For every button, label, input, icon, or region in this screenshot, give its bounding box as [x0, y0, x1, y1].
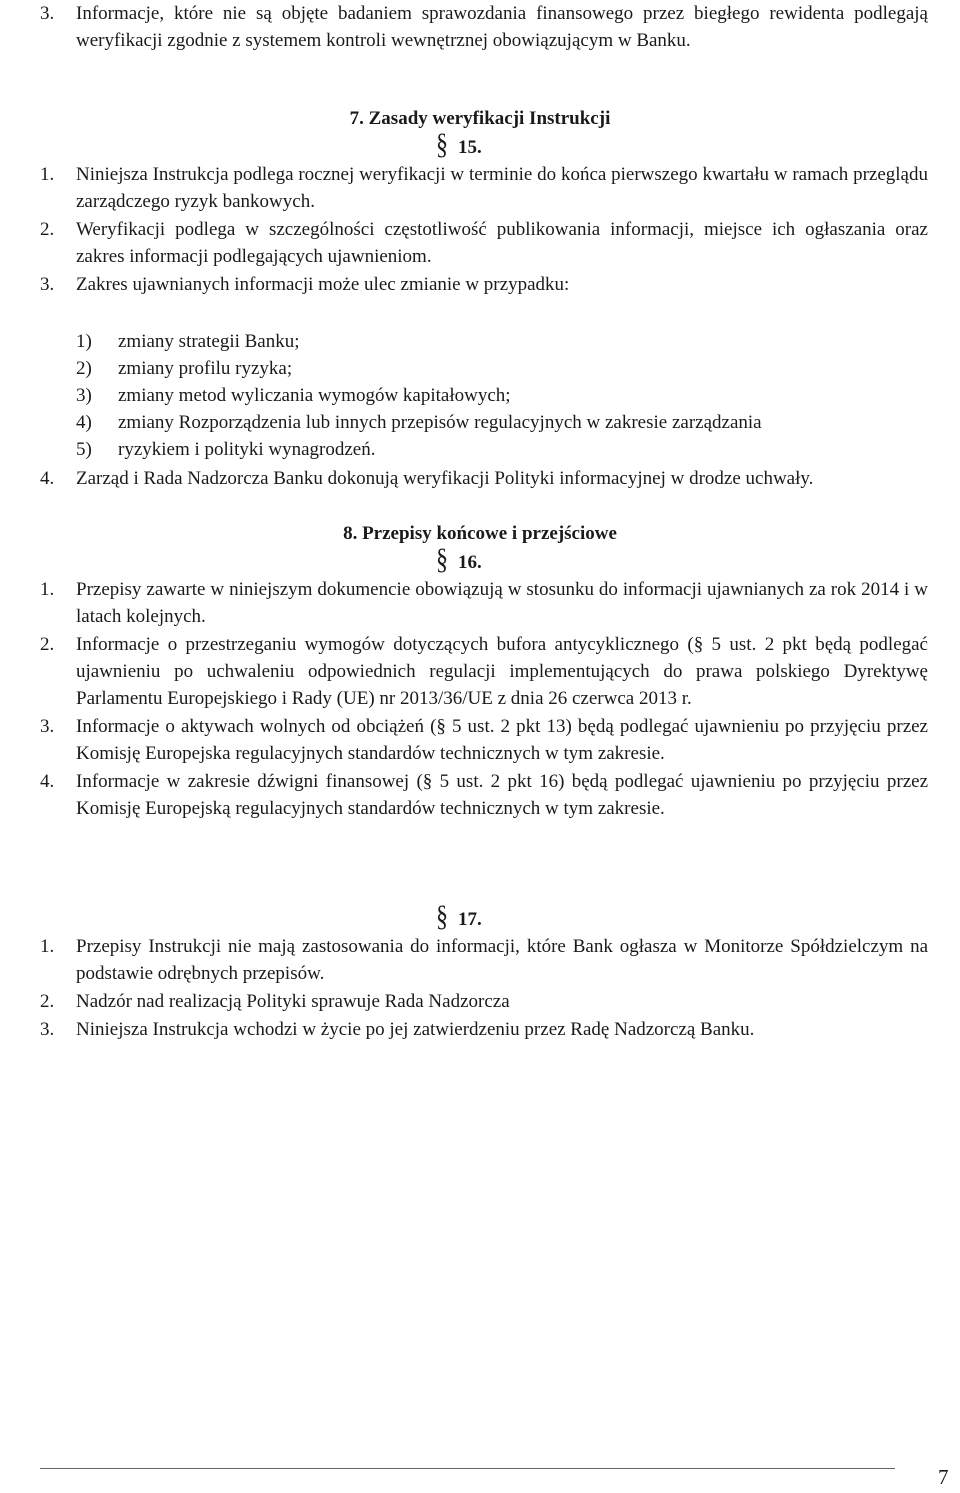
- sub-list-item: [0, 382, 928, 409]
- item-text: Informacje o przestrzeganiu wymogów dotyczących bufora antycyklicznego (§ 5 ust. 2 pkt będą podlegać ujawnieniu po uchwaleniu odpowiednich regulacji implementujących do prawa polskiego Dyrektywę Parlamentu Europejskiego i Rady (UE) nr 2013/36/UE z dnia 26 czerwca 2013 r.: [76, 634, 928, 709]
- paragraph-number-16: § 16.: [436, 543, 482, 577]
- paragraph-16-list: [0, 576, 928, 822]
- page-number: 7: [938, 1465, 949, 1489]
- list-item: [0, 576, 928, 630]
- list-item: [0, 713, 928, 767]
- item-text: Nadzór nad realizacją Polityki sprawuje Rada Nadzorcza: [76, 991, 510, 1012]
- item-text: Niniejsza Instrukcja podlega rocznej weryfikacji w terminie do końca pierwszego kwartału w ramach przeglądu zarządczego ryzyk bankowych.: [76, 164, 928, 212]
- sub-item-text: zmiany strategii Banku;: [118, 331, 300, 352]
- item-text: Zarząd i Rada Nadzorcza Banku dokonują weryfikacji Polityki informacyjnej w drodze uchwały.: [76, 468, 814, 489]
- item-number: 3.: [40, 3, 55, 24]
- item-number: 4.: [40, 771, 55, 792]
- item-text: Informacje w zakresie dźwigni finansowej (§ 5 ust. 2 pkt 16) będą podlegać ujawnieniu po przyjęciu przez Komisję Europejską regulacyjnych standardów technicznych w tym zakresie.: [76, 771, 928, 819]
- list-item: [0, 161, 928, 215]
- item-number: 1.: [40, 164, 55, 185]
- list-item: [0, 631, 928, 712]
- sub-list-item: [0, 436, 928, 463]
- list-item: [0, 933, 928, 987]
- sub-item-number: 3): [76, 385, 92, 406]
- item-text: Zakres ujawnianych informacji może ulec zmianie w przypadku:: [76, 274, 570, 295]
- item-text: Informacje, które nie są objęte badaniem sprawozdania finansowego przez biegłego rewidenta podlegają weryfikacji zgodnie z systemem kontroli wewnętrznej obowiązującym w Banku.: [76, 3, 928, 51]
- item-number: 4.: [40, 468, 55, 489]
- sub-item-text: zmiany Rozporządzenia lub innych przepisów regulacyjnych w zakresie zarządzania: [118, 412, 762, 433]
- item-text: Przepisy Instrukcji nie mają zastosowania do informacji, które Bank ogłasza w Monitorze Spółdzielczym na podstawie odrębnych przepisów.: [76, 936, 928, 984]
- item-number: 2.: [40, 219, 55, 240]
- item-text: Przepisy zawarte w niniejszym dokumencie obowiązują w stosunku do informacji ujawnianych za rok 2014 i w latach kolejnych.: [76, 579, 928, 627]
- section-a-list: [0, 0, 928, 54]
- item-number: 3.: [40, 1019, 55, 1040]
- sub-item-number: 2): [76, 358, 92, 379]
- sub-list: [0, 328, 928, 463]
- list-item: [0, 1016, 928, 1043]
- list-item: [0, 216, 928, 270]
- section-sign-icon: §: [436, 900, 448, 934]
- list-item: [0, 271, 928, 298]
- list-item: [0, 0, 928, 54]
- sub-list-item: [0, 409, 928, 436]
- sub-item-text: zmiany profilu ryzyka;: [118, 358, 293, 379]
- item-text: Informacje o aktywach wolnych od obciążeń (§ 5 ust. 2 pkt 13) będą podlegać ujawnieniu po przyjęciu przez Komisję Europejska regulacyjnych standardów technicznych w tym zakresie.: [76, 716, 928, 764]
- item-number: 3.: [40, 274, 55, 295]
- section-7-list-end: [0, 465, 928, 492]
- footer-divider: [40, 1468, 895, 1469]
- sub-list-item: [0, 328, 928, 355]
- sub-list-item: [0, 355, 928, 382]
- sub-item-text: zmiany metod wyliczania wymogów kapitałowych;: [118, 385, 511, 406]
- section-sign-icon: §: [436, 543, 448, 577]
- item-number: 3.: [40, 716, 55, 737]
- sub-item-number: 1): [76, 331, 92, 352]
- paragraph-number-15: § 15.: [436, 128, 482, 162]
- item-text: Weryfikacji podlega w szczególności częstotliwość publikowania informacji, miejsce ich ogłaszania oraz zakres informacji podlegających ujawnieniom.: [76, 219, 928, 267]
- section-heading-8: 8. Przepisy końcowe i przejściowe: [343, 523, 617, 544]
- sub-item-number: 4): [76, 412, 92, 433]
- list-item: [0, 768, 928, 822]
- section-heading-7: 7. Zasady weryfikacji Instrukcji: [349, 108, 611, 129]
- item-number: 2.: [40, 991, 55, 1012]
- item-number: 1.: [40, 579, 55, 600]
- list-item: [0, 465, 928, 492]
- section-7-list: [0, 161, 928, 298]
- sub-item-number: 5): [76, 439, 92, 460]
- item-number: 2.: [40, 634, 55, 655]
- item-number: 1.: [40, 936, 55, 957]
- sub-item-text: ryzykiem i polityki wynagrodzeń.: [118, 439, 376, 460]
- section-sign-icon: §: [436, 128, 448, 162]
- paragraph-17-list: [0, 933, 928, 1043]
- paragraph-number-17: § 17.: [436, 900, 482, 934]
- item-text: Niniejsza Instrukcja wchodzi w życie po jej zatwierdzeniu przez Radę Nadzorczą Banku.: [76, 1019, 755, 1040]
- list-item: [0, 988, 928, 1015]
